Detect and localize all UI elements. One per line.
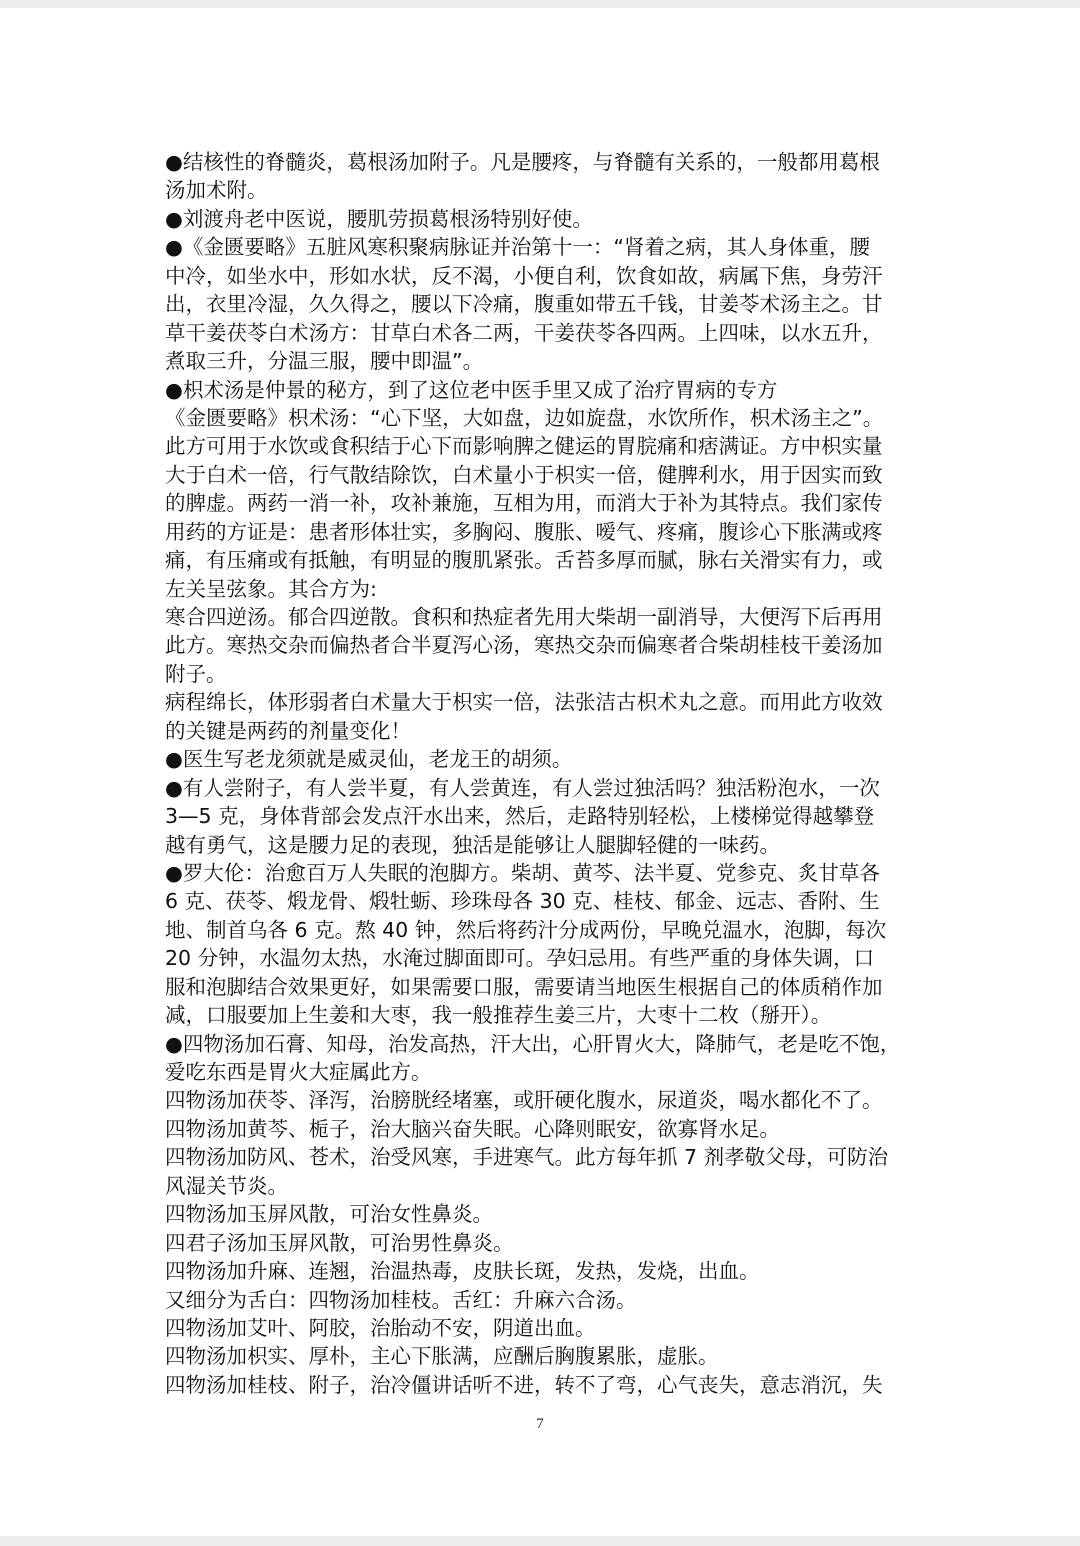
text-line: 出，衣里冷湿，久久得之，腰以下冷痛，腹重如带五千钱，甘姜苓术汤主之。甘 [165,292,883,317]
text-line: ●刘渡舟老中医说，腰肌劳损葛根汤特别好使。 [165,206,593,231]
text-line: 地、制首乌各 6 克。熬 40 钟，然后将药汁分成两份，早晚兑温水，泡脚，每次 [165,917,887,942]
text-line: ●医生写老龙须就是威灵仙，老龙王的胡须。 [165,747,573,772]
text-line: 的关键是两药的剂量变化！ [165,718,411,743]
text-line: 寒合四逆汤。郁合四逆散。食积和热症者先用大柴胡一副消导，大便泻下后再用 [165,605,883,629]
text-line: 四君子汤加玉屏风散，可治男性鼻炎。 [165,1230,514,1255]
text-line: 风湿关节炎。 [165,1173,288,1198]
text-line: ●结核性的脊髓炎，葛根汤加附子。凡是腰疼，与脊髓有关系的，一般都用葛根 [165,150,880,174]
text-line: 中冷，如坐水中，形如水状，反不渴，小便自利，饮食如故，病属下焦，身劳汗 [165,263,883,288]
text-line: 痛，有压痛或有抵触，有明显的腹肌紧张。舌苔多厚而腻，脉右关滑实有力，或 [165,548,883,573]
text-line: 20 分钟，水温勿太热，水淹过脚面即可。孕妇忌用。有些严重的身体失调，口 [165,946,875,971]
text-line: ●有人尝附子，有人尝半夏，有人尝黄连，有人尝过独活吗？独活粉泡水，一次 [165,775,880,800]
document-page [0,8,1080,1536]
document-body [165,148,917,1399]
text-line: 四物汤加艾叶、阿胶，治胎动不安，阴道出血。 [165,1315,596,1340]
text-line: 汤加术附。 [165,178,268,203]
text-line: ●四物汤加石膏、知母，治发高热，汗大出，心肝胃火大，降肺气，老是吃不饱， [165,1031,901,1056]
text-line: 四物汤加防风、苍术，治受风寒，手进寒气。此方每年抓 7 剂孝敬父母，可防治 [165,1145,889,1170]
text-line: 四物汤加茯苓、泽泻，治膀胱经堵塞，或肝硬化腹水，尿道炎，喝水都化不了。 [165,1088,883,1113]
text-line: 煮取三升，分温三服，腰中即温”。 [165,349,484,374]
text-line: 大于白术一倍，行气散结除饮，白术量小于枳实一倍，健脾利水，用于因实而致 [165,462,883,487]
text-line: ●罗大伦：治愈百万人失眠的泡脚方。柴胡、黄芩、法半夏、党参克、炙甘草各 [165,860,880,885]
text-line: 6 克、茯苓、煅龙骨、煅牡蛎、珍珠母各 30 克、桂枝、郁金、远志、香附、生 [165,889,880,914]
text-line: 病程绵长，体形弱者白术量大于枳实一倍，法张洁古枳术丸之意。而用此方收效 [165,690,883,715]
text-line: 草干姜茯苓白术汤方：甘草白术各二两，干姜茯苓各四两。上四味，以水五升， [165,320,883,345]
text-line: 四物汤加升麻、连翘，治温热毒，皮肤长斑，发热，发烧，出血。 [165,1259,760,1284]
text-line: 服和泡脚结合效果更好，如果需要口服，需要请当地医生根据自己的体质稍作加 [165,974,883,999]
page-number: 7 [536,1416,544,1432]
text-line: 此方可用于水饮或食积结于心下而影响脾之健运的胃脘痛和痞满证。方中枳实量 [165,434,883,459]
text-line: 四物汤加黄芩、栀子，治大脑兴奋失眠。心降则眠安，欲寡肾水足。 [165,1116,780,1141]
text-line: 减，口服要加上生姜和大枣，我一般推荐生姜三片，大枣十二枚（掰开）。 [165,1003,832,1028]
text-line: 又细分为舌白：四物汤加桂枝。舌红：升麻六合汤。 [165,1287,637,1312]
text-line: 越有勇气，这是腰力足的表现，独活是能够让人腿脚轻健的一味药。 [165,832,780,857]
text-line: ●枳术汤是仲景的秘方，到了这位老中医手里又成了治疗胃病的专方 [165,377,778,402]
text-line: 《金匮要略》枳术汤：“心下坚，大如盘，边如旋盘，水饮所作，枳术汤主之”。 [165,405,884,430]
text-line: 左关呈弦象。其合方为: [165,576,377,601]
text-line: 四物汤加枳实、厚朴，主心下胀满，应酬后胸腹累胀，虚胀。 [165,1344,719,1369]
text-line: 四物汤加玉屏风散，可治女性鼻炎。 [165,1202,493,1227]
text-line: ●《金匮要略》五脏风寒积聚病脉证并治第十一：“肾着之病，其人身体重，腰 [165,235,871,260]
text-line: 四物汤加桂枝、附子，治冷僵讲话听不进，转不了弯，心气丧失，意志消沉，失 [165,1372,883,1397]
text-line: 3—5 克，身体背部会发点汗水出来，然后，走路特别轻松，上楼梯觉得越攀登 [165,804,875,829]
text-line: 爱吃东西是胃火大症属此方。 [165,1060,432,1084]
text-line: 附子。 [165,661,227,686]
text-line: 此方。寒热交杂而偏热者合半夏泻心汤，寒热交杂而偏寒者合柴胡桂枝干姜汤加 [165,633,883,658]
text-line: 用药的方证是：患者形体壮实，多胸闷、腹胀、嗳气、疼痛，腹诊心下胀满或疼 [165,519,883,544]
text-line: 的脾虚。两药一消一补，攻补兼施，互相为用，而消大于补为其特点。我们家传 [165,491,883,516]
